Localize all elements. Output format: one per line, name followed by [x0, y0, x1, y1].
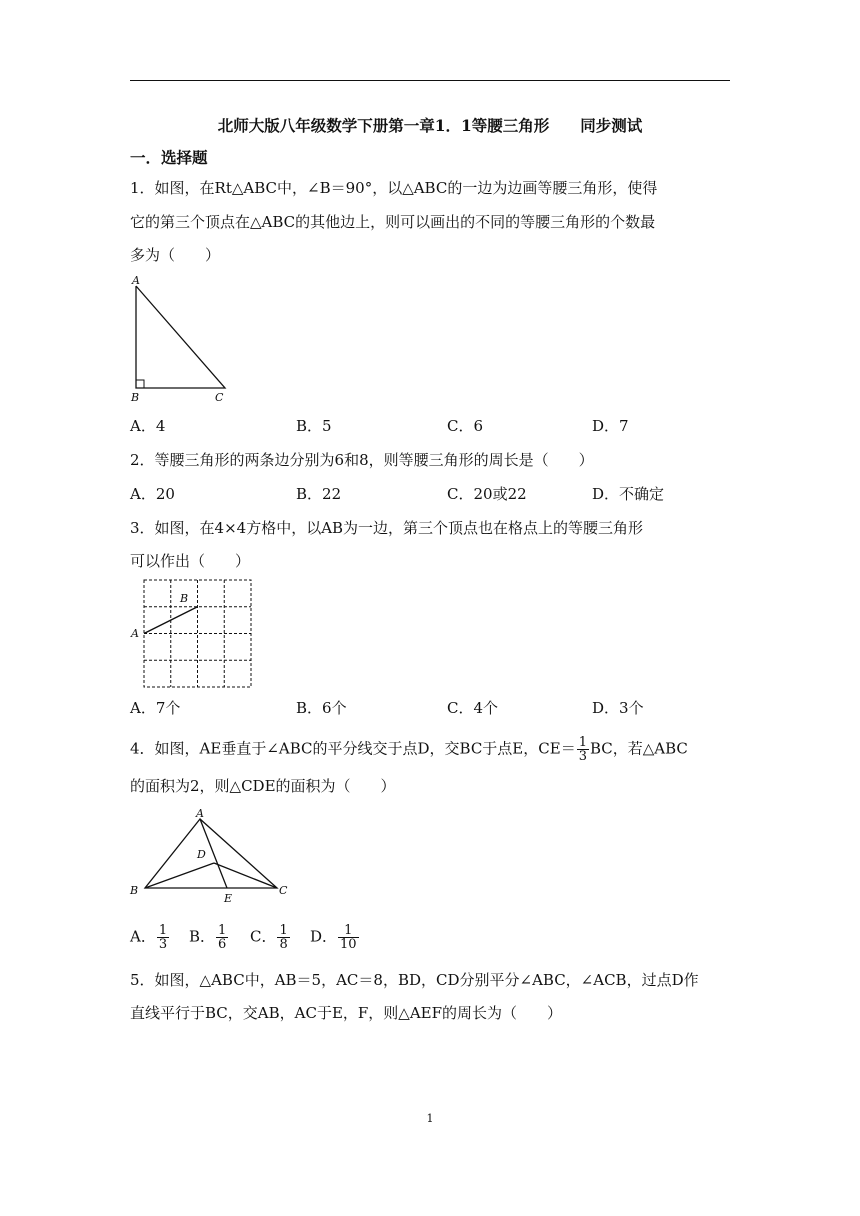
- q4-option-d-letter: D．: [310, 927, 338, 946]
- q1-triangle: [136, 286, 225, 388]
- q2-option-c[interactable]: C．20或22: [447, 485, 527, 503]
- page-title: 北师大版八年级数学下册第一章1．1等腰三角形 同步测试: [217, 116, 643, 135]
- q1-label-a: A: [132, 274, 140, 287]
- q4-option-b[interactable]: [189, 924, 229, 951]
- q4-label-c: C: [279, 884, 288, 897]
- q3-text-line-2: 可以作出（ ）: [130, 552, 251, 570]
- q4-label-b: B: [130, 884, 139, 897]
- q4-option-a-fraction: [157, 924, 169, 951]
- q4-fraction-denominator: 3: [578, 749, 587, 764]
- q3-option-a[interactable]: A．7个: [130, 699, 181, 717]
- q1-text-line-1: 1．如图，在Rt△ABC中，∠B＝90°，以△ABC的一边为边画等腰三角形，使得: [130, 179, 658, 197]
- q3-text-line-1: 3．如图，在4×4方格中，以AB为一边，第三个顶点也在格点上的等腰三角形: [130, 519, 644, 537]
- q4-text-post: BC，若△ABC: [589, 739, 688, 758]
- q1-text-line-3: 多为（ ）: [130, 246, 221, 264]
- q2-option-a[interactable]: A．20: [130, 485, 175, 503]
- q4-option-a[interactable]: [130, 924, 170, 951]
- q4-option-c-letter: C．: [250, 927, 277, 946]
- q4-text-line-2: 的面积为2，则△CDE的面积为（ ）: [130, 777, 396, 795]
- q4-option-b-denominator: 6: [218, 937, 227, 952]
- section-heading: 一．选择题: [130, 148, 208, 167]
- q4-fraction: [577, 736, 589, 763]
- header-rule: [130, 80, 730, 81]
- q4-option-b-fraction: [216, 924, 228, 951]
- q4-label-a: A: [196, 807, 204, 820]
- page-number: 1: [426, 1112, 434, 1125]
- q4-label-d: D: [197, 848, 206, 861]
- q4-segment-dc: [214, 863, 277, 888]
- q3-option-b[interactable]: B．6个: [296, 699, 347, 717]
- q4-option-c-numerator: 1: [279, 923, 288, 938]
- q4-triangle-abc: [145, 819, 277, 888]
- q3-grid-figure: [128, 578, 258, 693]
- q1-right-triangle-figure: [125, 275, 235, 405]
- q4-option-a-denominator: 3: [158, 937, 168, 952]
- q4-text-pre: 4．如图，AE垂直于∠ABC的平分线交于点D，交BC于点E，CE＝: [130, 739, 576, 758]
- q4-option-d-denominator: 10: [340, 937, 357, 952]
- q4-label-e: E: [224, 892, 233, 905]
- q1-option-d[interactable]: D．7: [592, 417, 629, 435]
- q1-right-angle-mark: [136, 380, 144, 388]
- q4-fraction-numerator: 1: [578, 735, 587, 750]
- q2-option-d[interactable]: D．不确定: [592, 485, 665, 503]
- q4-option-a-numerator: 1: [158, 923, 168, 938]
- q3-label-a: A: [131, 627, 139, 640]
- q4-option-d-numerator: 1: [338, 924, 359, 938]
- q1-text-line-2: 它的第三个顶点在△ABC的其他边上，则可以画出的不同的等腰三角形的个数最: [130, 213, 656, 231]
- q4-option-c-denominator: 8: [279, 937, 288, 952]
- q4-option-a-letter: A．: [130, 927, 156, 946]
- q4-option-d-fraction: [338, 924, 359, 951]
- q3-label-b: B: [180, 592, 189, 605]
- q5-text-line-1: 5．如图，△ABC中，AB＝5，AC＝8，BD，CD分别平分∠ABC，∠ACB，过点D作: [130, 971, 699, 989]
- q1-option-b[interactable]: B．5: [296, 417, 332, 435]
- q4-triangle-figure: [128, 806, 298, 906]
- q3-option-c[interactable]: C．4个: [447, 699, 499, 717]
- q4-option-c-fraction: [277, 924, 289, 951]
- q1-label-b: B: [131, 391, 140, 404]
- q1-option-a[interactable]: A．4: [130, 417, 166, 435]
- q4-option-b-numerator: 1: [218, 923, 227, 938]
- q3-option-d[interactable]: D．3个: [592, 699, 644, 717]
- q2-text-line-1: 2．等腰三角形的两条边分别为6和8，则等腰三角形的周长是（ ）: [130, 451, 594, 469]
- q4-option-b-letter: B．: [189, 927, 216, 946]
- q4-option-c[interactable]: [250, 924, 291, 951]
- q4-text-line-1: [130, 736, 730, 763]
- q2-option-b[interactable]: B．22: [296, 485, 342, 503]
- q4-option-d[interactable]: [310, 924, 360, 951]
- q1-option-c[interactable]: C．6: [447, 417, 484, 435]
- q5-text-line-2: 直线平行于BC，交AB，AC于E，F，则△AEF的周长为（ ）: [130, 1004, 563, 1022]
- q1-label-c: C: [215, 391, 224, 404]
